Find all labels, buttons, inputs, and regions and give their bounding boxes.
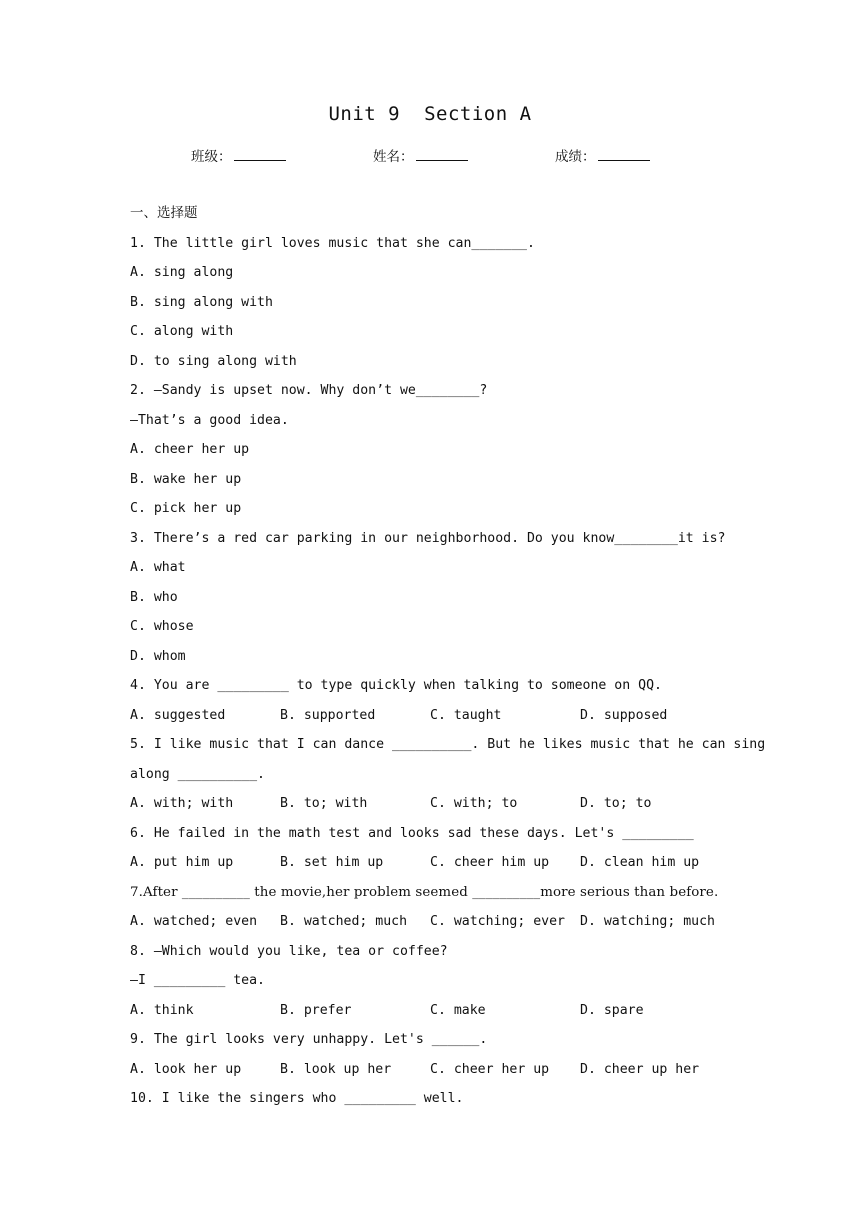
unit-title: Unit 9 bbox=[328, 103, 401, 125]
option-7b: B. watched; much bbox=[280, 914, 408, 929]
option-4c: C. taught bbox=[430, 707, 502, 723]
class-field bbox=[191, 145, 286, 165]
class-label: 班级： bbox=[191, 149, 232, 165]
option-9d: D. cheer up her bbox=[580, 1061, 700, 1077]
option-5d: D. to; to bbox=[580, 796, 652, 811]
option-6d: D. clean him up bbox=[580, 855, 700, 870]
page-title bbox=[0, 103, 860, 125]
score-field bbox=[555, 145, 650, 165]
name-blank[interactable] bbox=[416, 148, 468, 161]
option-5b: B. to; with bbox=[280, 796, 368, 811]
option-1c: C. along with bbox=[130, 324, 234, 339]
option-2b: B. wake her up bbox=[130, 471, 242, 487]
options-5 bbox=[130, 789, 750, 819]
option-6a: A. put him up bbox=[130, 855, 234, 870]
question-1: 1. The little girl loves music that she can_______. bbox=[130, 235, 535, 251]
score-blank[interactable] bbox=[598, 148, 650, 161]
question-9: 9. The girl looks very unhappy. Let's ______. bbox=[130, 1032, 488, 1047]
option-3d: D. whom bbox=[130, 648, 186, 664]
option-9b: B. look up her bbox=[280, 1061, 392, 1077]
name-label: 姓名： bbox=[373, 149, 414, 165]
option-8a: A. think bbox=[130, 1002, 194, 1018]
option-3b: B. who bbox=[130, 589, 178, 605]
class-blank[interactable] bbox=[234, 148, 286, 161]
option-1d: D. to sing along with bbox=[130, 353, 297, 369]
option-7c: C. watching; ever bbox=[430, 914, 565, 929]
option-7d: D. watching; much bbox=[580, 914, 715, 929]
option-1b: B. sing along with bbox=[130, 294, 273, 310]
option-9c: C. cheer her up bbox=[430, 1061, 550, 1077]
option-2c: C. pick her up bbox=[130, 501, 242, 516]
option-6c: C. cheer him up bbox=[430, 855, 550, 870]
option-7a: A. watched; even bbox=[130, 914, 258, 929]
question-4: 4. You are _________ to type quickly when talking to someone on QQ. bbox=[130, 678, 662, 693]
score-label: 成绩： bbox=[555, 149, 596, 165]
question-6: 6. He failed in the math test and looks sad these days. Let's _________ bbox=[130, 825, 694, 841]
question-3: 3. There’s a red car parking in our neighborhood. Do you know________it is? bbox=[130, 530, 726, 546]
question-10: 10. I like the singers who _________ well. bbox=[130, 1091, 464, 1106]
option-1a: A. sing along bbox=[130, 265, 234, 280]
options-7 bbox=[130, 907, 750, 937]
option-8d: D. spare bbox=[580, 1002, 644, 1018]
question-7: 7.After __________ the movie,her problem seemed __________more serious than before. bbox=[130, 884, 719, 900]
option-8b: B. prefer bbox=[280, 1002, 352, 1018]
question-list bbox=[130, 199, 766, 1114]
options-4 bbox=[130, 701, 750, 731]
section-title-heading: Section A bbox=[424, 103, 532, 125]
question-2: 2. —Sandy is upset now. Why don’t we________? bbox=[130, 383, 488, 398]
option-3c: C. whose bbox=[130, 619, 194, 634]
question-2-reply: —That’s a good idea. bbox=[130, 412, 289, 428]
options-9 bbox=[130, 1055, 750, 1085]
option-2a: A. cheer her up bbox=[130, 442, 250, 457]
option-8c: C. make bbox=[430, 1002, 486, 1018]
options-8 bbox=[130, 996, 750, 1026]
option-6b: B. set him up bbox=[280, 855, 384, 870]
question-8-reply: —I _________ tea. bbox=[130, 973, 265, 988]
option-3a: A. what bbox=[130, 560, 186, 575]
options-6 bbox=[130, 848, 750, 878]
question-5-cont: along __________. bbox=[130, 766, 265, 782]
section-heading: 一、选择题 bbox=[130, 205, 198, 221]
option-4a: A. suggested bbox=[130, 707, 226, 723]
option-4d: D. supposed bbox=[580, 707, 668, 723]
option-4b: B. supported bbox=[280, 707, 376, 723]
option-9a: A. look her up bbox=[130, 1061, 242, 1077]
option-5a: A. with; with bbox=[130, 796, 234, 811]
question-5: 5. I like music that I can dance __________. But he likes music that he can sing bbox=[130, 737, 766, 752]
name-field bbox=[373, 145, 468, 165]
question-8: 8. —Which would you like, tea or coffee? bbox=[130, 943, 448, 959]
option-5c: C. with; to bbox=[430, 796, 518, 811]
